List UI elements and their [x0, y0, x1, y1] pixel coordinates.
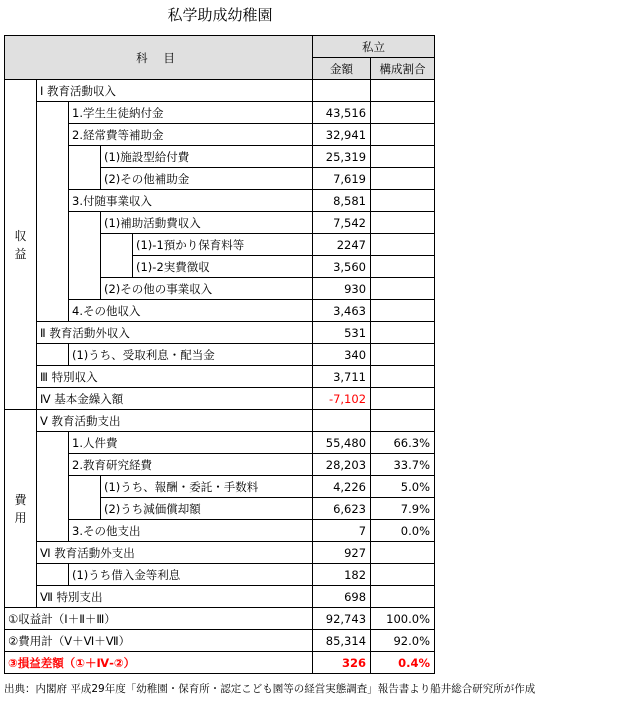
row-amount: 3,463 — [313, 300, 371, 322]
row-ratio — [371, 300, 435, 322]
total-amount: 85,314 — [313, 630, 371, 652]
row-label: (1)-2実費徴収 — [133, 256, 313, 278]
profit-amount: 326 — [313, 652, 371, 674]
row-label: (1)補助活動費収入 — [101, 212, 313, 234]
row-label: 4.その他収入 — [69, 300, 313, 322]
financial-table — [4, 35, 435, 674]
table-row — [5, 520, 435, 542]
row-label: 3.付随事業収入 — [69, 190, 313, 212]
table-row — [5, 432, 435, 454]
table-row — [5, 410, 435, 432]
row-amount: 25,319 — [313, 146, 371, 168]
row-ratio — [371, 190, 435, 212]
row-amount: 55,480 — [313, 432, 371, 454]
table-row — [5, 212, 435, 234]
table-row — [5, 564, 435, 586]
table-row — [5, 146, 435, 168]
row-ratio — [371, 80, 435, 102]
row-amount: 8,581 — [313, 190, 371, 212]
row-label: Ⅰ 教育活動収入 — [37, 80, 313, 102]
table-row — [5, 366, 435, 388]
row-label: Ⅴ 教育活動支出 — [37, 410, 313, 432]
row-amount: 531 — [313, 322, 371, 344]
row-amount: 3,560 — [313, 256, 371, 278]
row-amount: 927 — [313, 542, 371, 564]
total-ratio: 92.0% — [371, 630, 435, 652]
row-label: (1)うち借入金等利息 — [69, 564, 313, 586]
row-amount: 7 — [313, 520, 371, 542]
total-label: ①収益計（Ⅰ＋Ⅱ＋Ⅲ） — [5, 608, 313, 630]
table-row — [5, 454, 435, 476]
row-amount — [313, 80, 371, 102]
row-amount: 7,619 — [313, 168, 371, 190]
source-note: 出典：内閣府 平成29年度「幼稚園・保育所・認定こども園等の経営実態調査」報告書より船井総合研究所が作成 — [4, 683, 536, 695]
row-label: (1)うち、報酬・委託・手数料 — [101, 476, 313, 498]
row-label: (1)施設型給付費 — [101, 146, 313, 168]
row-label: (1)うち、受取利息・配当金 — [69, 344, 313, 366]
row-ratio — [371, 322, 435, 344]
table-row — [5, 124, 435, 146]
row-amount: 3,711 — [313, 366, 371, 388]
row-ratio — [371, 410, 435, 432]
table-row — [5, 542, 435, 564]
table-row — [5, 102, 435, 124]
row-amount: 6,623 — [313, 498, 371, 520]
table-row — [5, 322, 435, 344]
total-amount: 92,743 — [313, 608, 371, 630]
profit-label: ③損益差額（①＋Ⅳ-②） — [5, 652, 313, 674]
table-row — [5, 498, 435, 520]
table-row — [5, 80, 435, 102]
row-label: (2)うち減価償却額 — [101, 498, 313, 520]
row-amount: 7,542 — [313, 212, 371, 234]
row-amount: 930 — [313, 278, 371, 300]
row-label: Ⅶ 特別支出 — [37, 586, 313, 608]
total-row — [5, 652, 435, 674]
header-subject: 科 目 — [5, 36, 313, 80]
row-label: Ⅳ 基本金繰入額 — [37, 388, 313, 410]
expense-section-label: 費 用 — [5, 410, 37, 608]
row-amount: 32,941 — [313, 124, 371, 146]
header-row — [5, 36, 435, 58]
row-ratio — [371, 256, 435, 278]
row-ratio — [371, 278, 435, 300]
row-ratio: 5.0% — [371, 476, 435, 498]
row-ratio — [371, 586, 435, 608]
row-label: Ⅱ 教育活動外収入 — [37, 322, 313, 344]
total-label: ②費用計（Ⅴ＋Ⅵ＋Ⅶ） — [5, 630, 313, 652]
row-label: 1.学生生徒納付金 — [69, 102, 313, 124]
row-amount: 43,516 — [313, 102, 371, 124]
row-ratio — [371, 366, 435, 388]
row-amount — [313, 410, 371, 432]
row-ratio — [371, 146, 435, 168]
profit-ratio: 0.4% — [371, 652, 435, 674]
table-row — [5, 586, 435, 608]
header-group: 私立 — [313, 36, 435, 58]
row-amount-negative: -7,102 — [313, 388, 371, 410]
row-label: 2.経常費等補助金 — [69, 124, 313, 146]
table-row — [5, 168, 435, 190]
row-ratio — [371, 124, 435, 146]
row-label: (2)その他の事業収入 — [101, 278, 313, 300]
row-ratio: 66.3% — [371, 432, 435, 454]
table-row — [5, 190, 435, 212]
row-label: 1.人件費 — [69, 432, 313, 454]
row-ratio — [371, 344, 435, 366]
header-ratio: 構成割合 — [371, 58, 435, 80]
row-ratio — [371, 542, 435, 564]
row-amount: 28,203 — [313, 454, 371, 476]
table-row — [5, 300, 435, 322]
row-label: 2.教育研究経費 — [69, 454, 313, 476]
row-amount: 182 — [313, 564, 371, 586]
row-label: Ⅲ 特別収入 — [37, 366, 313, 388]
row-label: Ⅵ 教育活動外支出 — [37, 542, 313, 564]
header-amount: 金額 — [313, 58, 371, 80]
table-row — [5, 344, 435, 366]
revenue-section-label: 収 益 — [5, 80, 37, 410]
row-label: 3.その他支出 — [69, 520, 313, 542]
row-ratio — [371, 388, 435, 410]
row-ratio: 0.0% — [371, 520, 435, 542]
table-row — [5, 388, 435, 410]
row-ratio — [371, 102, 435, 124]
row-ratio — [371, 234, 435, 256]
row-ratio: 33.7% — [371, 454, 435, 476]
row-amount: 698 — [313, 586, 371, 608]
table-row — [5, 476, 435, 498]
table-row — [5, 234, 435, 256]
row-amount: 340 — [313, 344, 371, 366]
table-row — [5, 256, 435, 278]
row-amount: 4,226 — [313, 476, 371, 498]
total-ratio: 100.0% — [371, 608, 435, 630]
row-ratio — [371, 564, 435, 586]
row-label: (1)-1預かり保育料等 — [133, 234, 313, 256]
total-row — [5, 630, 435, 652]
row-ratio — [371, 168, 435, 190]
row-ratio — [371, 212, 435, 234]
table-row — [5, 278, 435, 300]
row-ratio: 7.9% — [371, 498, 435, 520]
page-title: 私学助成幼稚園 — [167, 6, 273, 24]
total-row — [5, 608, 435, 630]
row-amount: 2247 — [313, 234, 371, 256]
row-label: (2)その他補助金 — [101, 168, 313, 190]
